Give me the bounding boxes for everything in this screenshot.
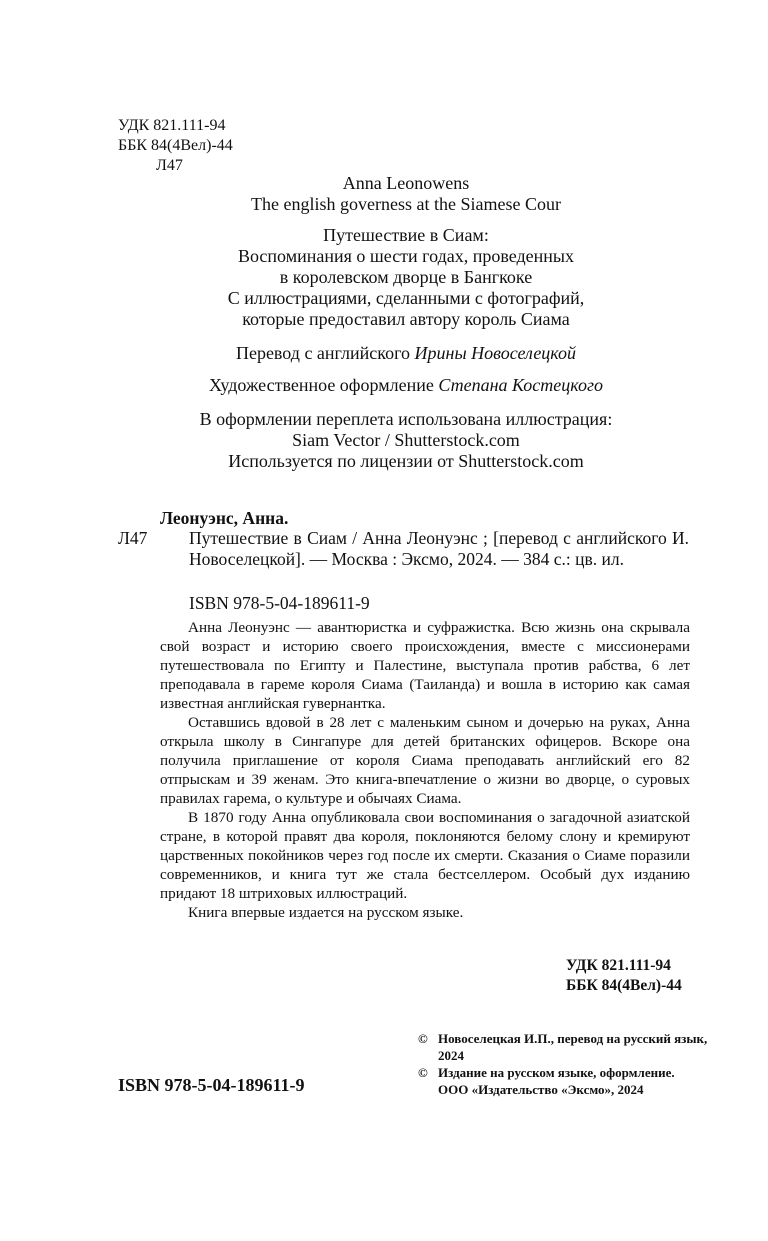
original-title-block xyxy=(118,173,694,215)
bbk-code: ББК 84(4Вел)-44 xyxy=(118,137,233,154)
copyright-item xyxy=(418,1030,708,1064)
cover-line-2: Siam Vector / Shutterstock.com xyxy=(292,430,520,450)
original-author: Anna Leonowens xyxy=(342,173,470,193)
classification-codes-bottom xyxy=(566,956,682,996)
bib-description: Путешествие в Сиам / Анна Леонуэнс ; [перевод с английского И. Новоселецкой]. — Москва : Эксмо, 2024. — 384 с.: цв. ил. xyxy=(189,528,689,569)
udk-code-bottom: УДК 821.111-94 xyxy=(566,957,671,974)
annotation-paragraph: Анна Леонуэнс — авантюристка и суфражистка. Всю жизнь она скрывала свой возраст и историю своего происхождения, вместе с миссионерами путешествовала по Египту и Палестине, выступала против рабства, 6 лет преподавала в гареме короля Сиама (Таиланда) и вошла в историю как самая известная английская гувернантка. xyxy=(160,619,690,712)
title-line-3: в королевском дворце в Бангкоке xyxy=(279,267,533,287)
annotation-paragraph: Оставшись вдовой в 28 лет с маленьким сыном и дочерью на руках, Анна открыла школу в Сингапуре для детей британских офицеров. Вскоре она получила приглашение от короля Сиама преподавать английский его 82 отпрыскам и 39 женам. Это книга-впечатление о жизни во дворце, о суровых правилах гарема, о культуре и обычаях Сиама. xyxy=(160,714,690,807)
translator-name: Ирины Новоселецкой xyxy=(414,343,577,363)
title-line-2: Воспоминания о шести годах, проведенных xyxy=(237,246,575,266)
cover-line-3: Используется по лицензии от Shutterstock.com xyxy=(228,451,584,471)
title-line-1: Путешествие в Сиам: xyxy=(323,225,489,245)
translation-prefix: Перевод с английского xyxy=(235,343,411,363)
design-prefix: Художественное оформление xyxy=(208,375,434,395)
cover-credit xyxy=(118,409,694,472)
bib-isbn: ISBN 978-5-04-189611-9 xyxy=(189,593,370,613)
copyright-line-2: Издание на русском языке, оформление. ООО «Издательство «Эксмо», 2024 xyxy=(438,1065,675,1097)
copyright-icon: © xyxy=(418,1065,428,1080)
copyright-item xyxy=(418,1064,708,1098)
annotation xyxy=(160,618,690,922)
design-credit xyxy=(118,375,694,396)
annotation-paragraph: Книга впервые издается на русском языке. xyxy=(188,904,464,921)
designer-name: Степана Костецкого xyxy=(438,375,604,395)
bbk-code-bottom: ББК 84(4Вел)-44 xyxy=(566,977,682,994)
udk-code: УДК 821.111-94 xyxy=(118,117,226,134)
author-heading: Леонуэнс, Анна. xyxy=(160,508,289,528)
copyright-block xyxy=(418,1030,708,1098)
russian-title-block xyxy=(118,225,694,330)
translation-credit xyxy=(118,343,694,364)
copyright-icon: © xyxy=(418,1031,428,1046)
title-line-5: которые предоставил автору король Сиама xyxy=(242,309,570,329)
footer-isbn: ISBN 978-5-04-189611-9 xyxy=(118,1075,305,1095)
cover-line-1: В оформлении переплета использована иллюстрация: xyxy=(199,409,613,429)
bib-mark: Л47 xyxy=(118,528,148,548)
title-line-4: С иллюстрациями, сделанными с фотографий, xyxy=(227,288,585,308)
classification-codes-top xyxy=(118,116,233,176)
annotation-paragraph: В 1870 году Анна опубликовала свои воспоминания о загадочной азиатской стране, в которой правят два короля, поклоняются белому слону и кремируют царственных покойников через год после их смерти. Сказания о Сиаме поразили современников, и книга тут же стала бестселлером. Особый дух изданию придают 18 штриховых иллюстраций. xyxy=(160,809,690,902)
copyright-line-1: Новоселецкая И.П., перевод на русский язык, 2024 xyxy=(438,1031,708,1063)
author-mark: Л47 xyxy=(156,157,183,174)
original-title: The english governess at the Siamese Cour xyxy=(251,194,561,214)
